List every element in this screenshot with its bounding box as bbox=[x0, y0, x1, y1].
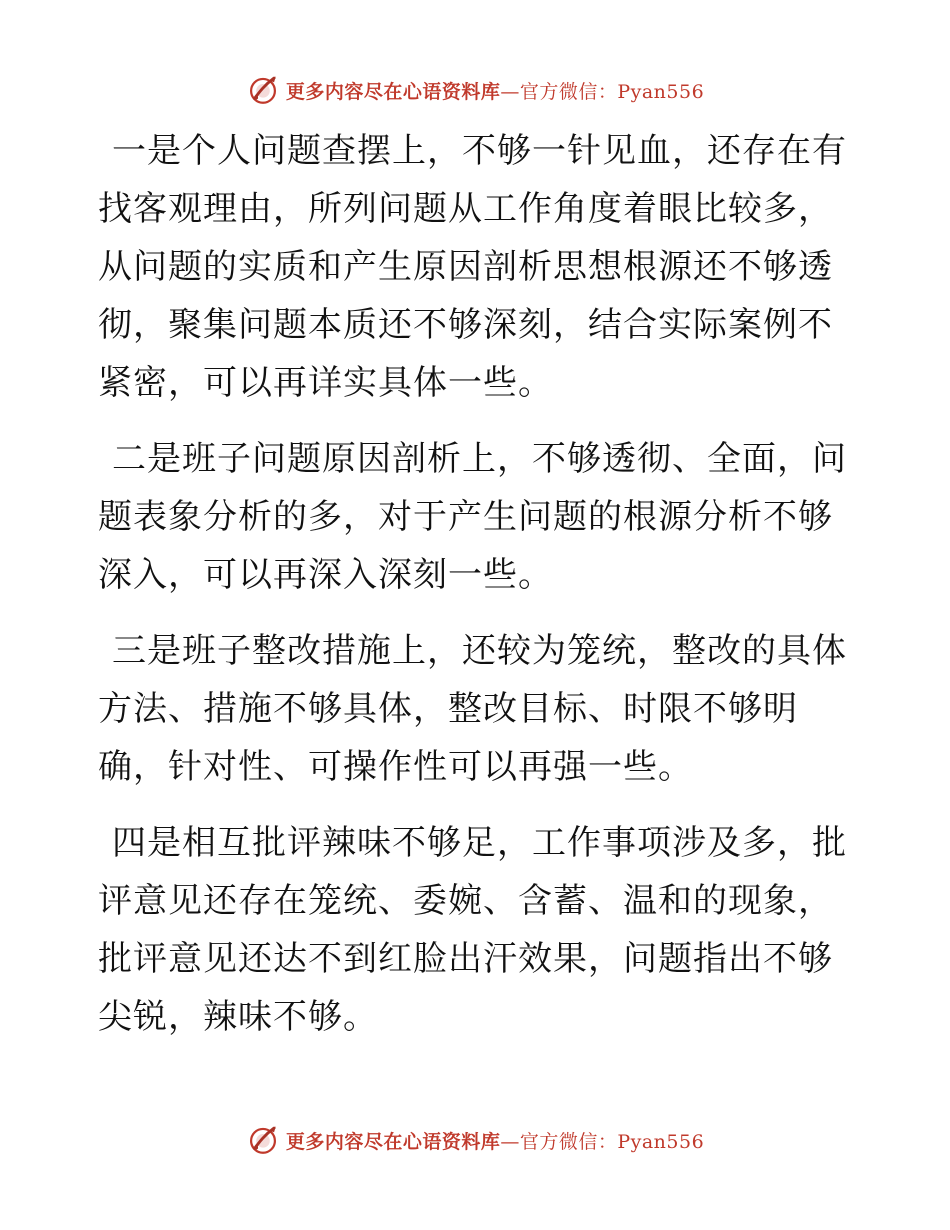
brush-circle-logo-icon bbox=[246, 73, 280, 107]
footer-banner-inner bbox=[246, 1123, 704, 1157]
footer-banner-dash: — bbox=[500, 1130, 520, 1153]
header-banner-inner bbox=[246, 73, 704, 107]
header-banner-dash: — bbox=[500, 80, 520, 103]
paragraph-2: 二是班子问题原因剖析上，不够透彻、全面，问题表象分析的多，对于产生问题的根源分析不够深入，可以再深入深刻一些。 bbox=[98, 439, 847, 595]
document-body bbox=[98, 122, 858, 1064]
paragraph-4: 四是相互批评辣味不够足，工作事项涉及多，批评意见还存在笼统、委婉、含蓄、温和的现象，批评意见还达不到红脸出汗效果，问题指出不够尖锐，辣味不够。 bbox=[98, 823, 847, 1037]
brush-circle-logo-icon bbox=[246, 1123, 280, 1157]
header-banner-lead: 更多内容尽在心语资料库 bbox=[285, 80, 501, 103]
footer-banner-text bbox=[286, 1127, 704, 1154]
header-banner bbox=[0, 70, 950, 110]
footer-banner-tail: 官方微信：Pyan556 bbox=[519, 1130, 705, 1153]
footer-banner bbox=[0, 1120, 950, 1160]
paragraph-3: 三是班子整改措施上，还较为笼统，整改的具体方法、措施不够具体，整改目标、时限不够明确，针对性、可操作性可以再强一些。 bbox=[98, 631, 847, 787]
header-banner-text bbox=[286, 77, 704, 104]
paragraph-1: 一是个人问题查摆上，不够一针见血，还存在有找客观理由，所列问题从工作角度着眼比较多，从问题的实质和产生原因剖析思想根源还不够透彻，聚集问题本质还不够深刻，结合实际案例不紧密，可以再详实具体一些。 bbox=[98, 131, 847, 403]
header-banner-tail: 官方微信：Pyan556 bbox=[519, 80, 705, 103]
footer-banner-lead: 更多内容尽在心语资料库 bbox=[285, 1130, 501, 1153]
